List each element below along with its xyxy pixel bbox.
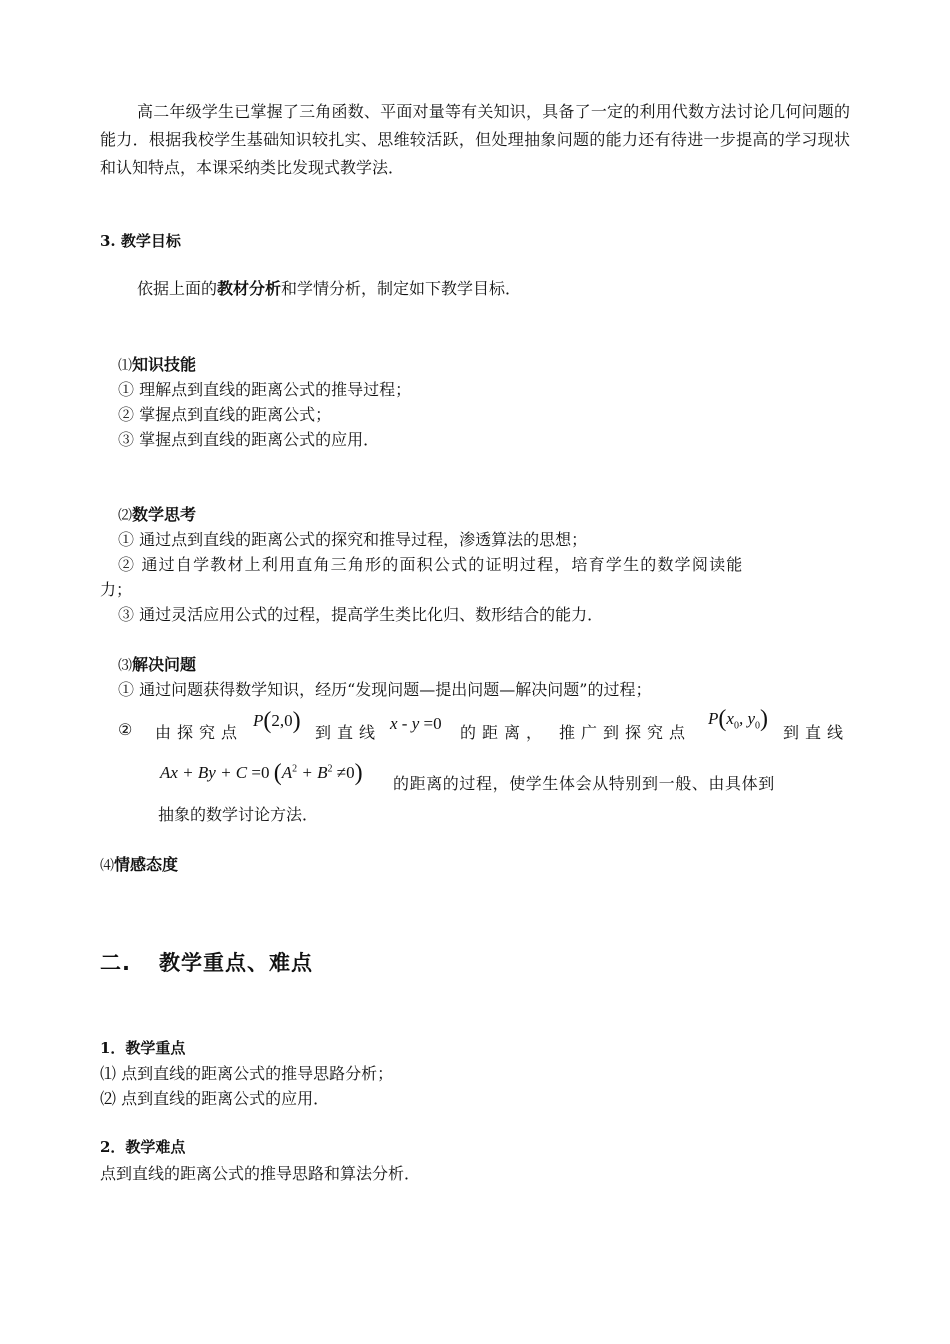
problem-item-2-text-1: 由探究点	[155, 723, 244, 742]
section-2-heading-num: 二.	[100, 951, 131, 975]
section-3-lead	[137, 276, 521, 299]
math-point-p1: P(2,0)	[253, 708, 301, 734]
problem-item-1: ① 通过问题获得数学知识，经历“发现问题—提出问题—解决问题”的过程；	[118, 680, 652, 699]
knowledge-heading-label: 知识技能	[132, 355, 197, 374]
key-points-heading: 1．教学重点	[100, 1039, 186, 1057]
section-3-heading: 3. 教学目标	[100, 232, 181, 250]
knowledge-heading	[118, 352, 196, 375]
lead-text-after: 和学情分析，制定如下教学目标．	[281, 279, 522, 298]
problem-item-2-text-4: 推广到探究点	[559, 723, 692, 742]
problem-item-2-text-2: 到直线	[315, 723, 382, 742]
problem-item-2-text-5: 到直线	[783, 723, 850, 742]
difficulties-text: 点到直线的距离公式的推导思路和算法分析．	[100, 1164, 421, 1183]
problem-item-2-text-7: 抽象的数学讨论方法．	[158, 805, 319, 824]
knowledge-item-2: ② 掌握点到直线的距离公式；	[118, 405, 332, 424]
problem-heading-label: 解决问题	[132, 655, 197, 674]
problem-item-2-num: ②	[118, 720, 133, 739]
emotion-heading-num: ⑷	[100, 858, 114, 874]
thinking-item-1: ① 通过点到直线的距离公式的探究和推导过程，渗透算法的思想；	[118, 530, 588, 549]
problem-heading-num: ⑶	[118, 658, 132, 674]
problem-item-2-text-3: 的距离，	[460, 723, 549, 742]
lead-text-bold: 教材分析	[217, 279, 282, 298]
thinking-item-2-line-1: ② 通过自学教材上利用直角三角形的面积公式的证明过程，培育学生的数学阅读能	[118, 555, 744, 574]
math-line-1: x - y =0	[390, 714, 442, 733]
section-2-heading-label: 教学重点、难点	[158, 951, 313, 975]
problem-item-2-text-6: 的距离的过程，使学生体会从特别到一般、由具体到	[393, 774, 775, 793]
lead-text-before: 依据上面的	[137, 279, 218, 298]
knowledge-item-1: ① 理解点到直线的距离公式的推导过程；	[118, 380, 412, 399]
key-point-item-2: ⑵ 点到直线的距离公式的应用．	[100, 1089, 330, 1108]
knowledge-item-3: ③ 掌握点到直线的距离公式的应用．	[118, 430, 380, 449]
emotion-heading	[100, 852, 178, 875]
math-point-p2: $P(x_0$, $y_0$)	[708, 706, 768, 732]
knowledge-heading-num: ⑴	[118, 358, 132, 374]
problem-heading	[118, 652, 196, 675]
thinking-heading-label: 数学思考	[132, 505, 197, 524]
math-line-2: Ax + By + C =0 $(A^2 + B^2 \ne 0)$	[160, 760, 363, 786]
intro-paragraph: 高二年级学生已掌握了三角函数、平面对量等有关知识，具备了一定的利用代数方法讨论几何问题的能力．根据我校学生基础知识较扎实、思维较活跃，但处理抽象问题的能力还有待进一步提高的学习现状和认知特点，本课采纳类比发现式教学法．	[100, 102, 850, 177]
thinking-item-2-line-2: 力；	[100, 580, 133, 599]
difficulties-heading: 2．教学难点	[100, 1138, 186, 1156]
thinking-heading-num: ⑵	[118, 508, 132, 524]
thinking-heading	[118, 502, 196, 525]
thinking-item-3: ③ 通过灵活应用公式的过程，提高学生类比化归、数形结合的能力．	[118, 605, 604, 624]
section-2-heading	[100, 947, 313, 977]
emotion-heading-label: 情感态度	[114, 855, 179, 874]
key-point-item-1: ⑴ 点到直线的距离公式的推导思路分析；	[100, 1064, 394, 1083]
